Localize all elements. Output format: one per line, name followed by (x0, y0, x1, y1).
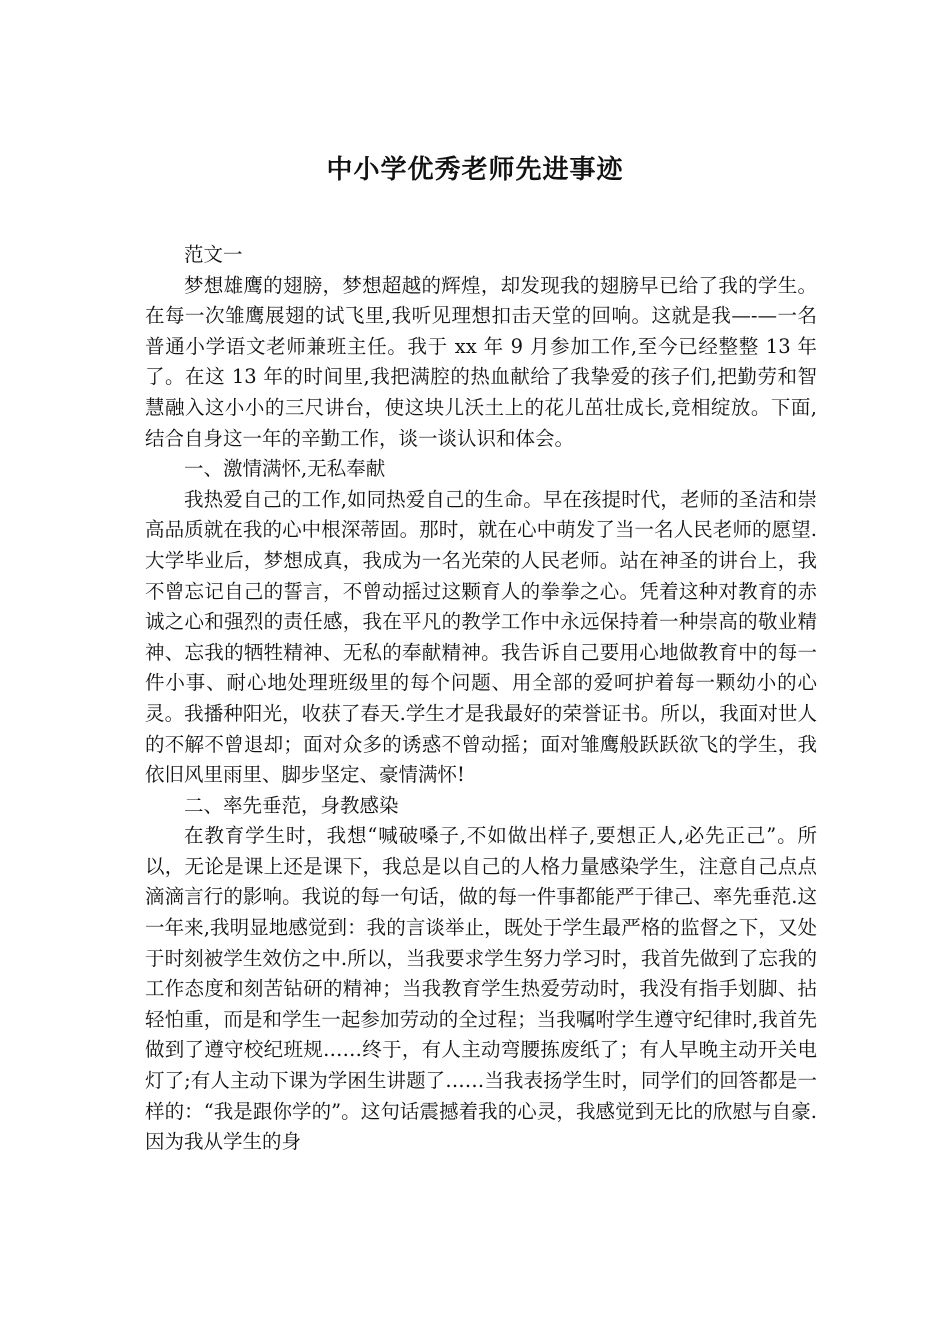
paragraph-section-2: 在教育学生时，我想“喊破嗓子,不如做出样子,要想正人,必先正己”。所以，无论是课上还是课下，我总是以自己的人格力量感染学生，注意自己点点滴滴言行的影响。我说的每一句话，做的每一件事都能严于律己、率先垂范.这一年来,我明显地感觉到：我的言谈举止，既处于学生最严格的监督之下，又处于时刻被学生效仿之中.所以，当我要求学生努力学习时，我首先做到了忘我的工作态度和刻苦钻研的精神；当我教育学生热爱劳动时，我没有指手划脚、拈轻怕重，而是和学生一起参加劳动的全过程；当我嘱咐学生遵守纪律时,我首先做到了遵守校纪班规……终于，有人主动弯腰拣废纸了；有人早晚主动开关电灯了;有人主动下课为学困生讲题了……当我表扬学生时，同学们的回答都是一样的：“我是跟你学的”。这句话震撼着我的心灵，我感觉到无比的欣慰与自豪.因为我从学生的身 (145, 824, 817, 1154)
section-label: 范文一 (184, 243, 243, 266)
document-body (145, 240, 817, 1158)
paragraph-section-1: 我热爱自己的工作,如同热爱自己的生命。早在孩提时代，老师的圣洁和崇高品质就在我的心中根深蒂固。那时，就在心中萌发了当一名人民老师的愿望.大学毕业后，梦想成真，我成为一名光荣的人民老师。站在神圣的讲台上，我不曾忘记自己的誓言，不曾动摇过这颗育人的拳拳之心。凭着这种对教育的赤诚之心和强烈的责任感，我在平凡的教学工作中永远保持着一种崇高的敬业精神、忘我的牺牲精神、无私的奉献精神。我告诉自己要用心地做教育中的每一件小事、耐心地处理班级里的每个问题、用全部的爱呵护着每一颗幼小的心灵。我播种阳光，收获了春天.学生才是我最好的荣誉证书。所以，我面对世人的不解不曾退却；面对众多的诱惑不曾动摇；面对雏鹰般跃跃欲飞的学生，我依旧风里雨里、脚步坚定、豪情满怀! (145, 487, 817, 787)
paragraph-intro: 梦想雄鹰的翅膀，梦想超越的辉煌，却发现我的翅膀早已给了我的学生。在每一次雏鹰展翅的试飞里,我听见理想扣击天堂的回响。这就是我—-—一名普通小学语文老师兼班主任。我于 xx 年 9 月参加工作,至今已经整整 13 年了。在这 13 年的时间里,我把满腔的热血献给了我挚爱的孩子们,把勤劳和智慧融入这小小的三尺讲台，使这块儿沃土上的花儿茁壮成长,竞相绽放。下面,结合自身这一年的辛勤工作，谈一谈认识和体会。 (145, 273, 817, 450)
section-heading-2: 二、率先垂范，身教感染 (184, 793, 399, 817)
page-title: 中小学优秀老师先进事迹 (326, 155, 624, 185)
section-heading-1: 一、激情满怀,无私奉献 (184, 457, 386, 481)
